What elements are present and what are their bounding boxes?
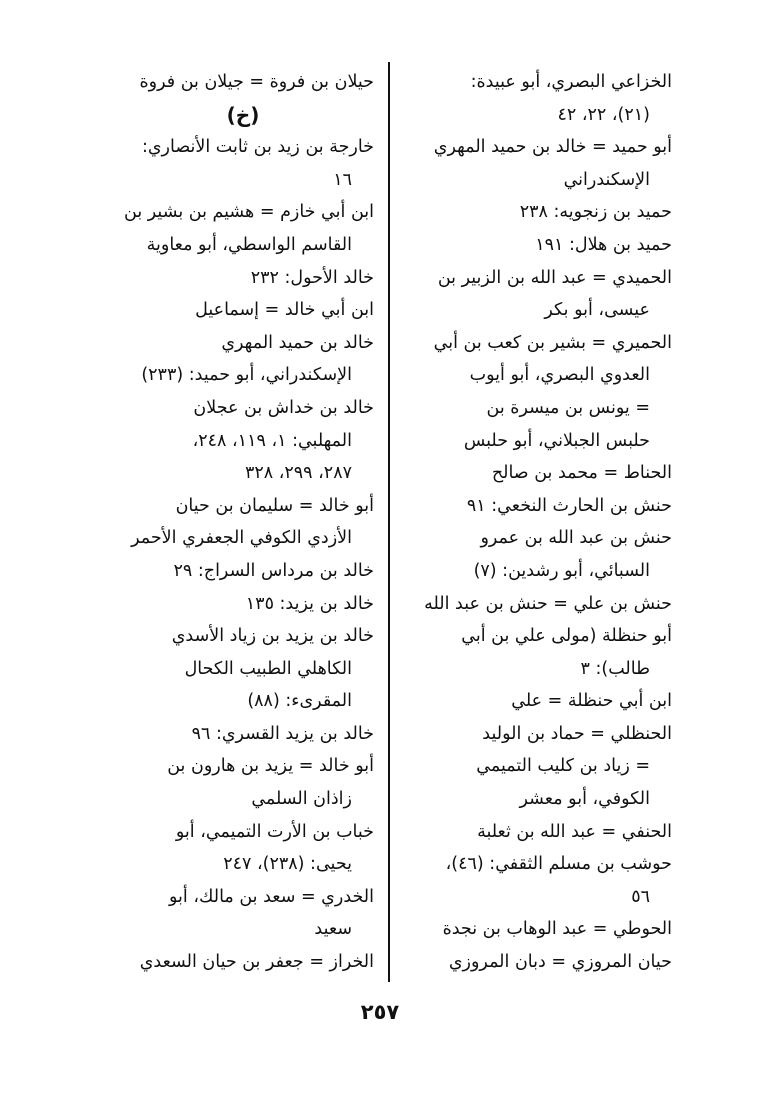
index-entry-line: خباب بن الأرت التميمي، أبو bbox=[175, 821, 374, 842]
index-entry-line: زاذان السلمي bbox=[251, 789, 352, 810]
index-entry-line: خالد بن مرداس السراج: ٢٩ bbox=[173, 560, 374, 581]
index-entry-line: الحميدي = عبد الله بن الزبير بن bbox=[437, 267, 672, 288]
index-entry-line: الإسكندراني bbox=[563, 169, 650, 190]
index-entry-line: حميد بن زنجويه: ٢٣٨ bbox=[519, 202, 672, 223]
index-entry-line: الإسكندراني، أبو حميد: (٢٣٣) bbox=[141, 365, 352, 386]
index-entry-line: حيلان بن فروة = جيلان بن فروة bbox=[139, 72, 374, 92]
index-entry-line: ابن أبي خالد = إسماعيل bbox=[195, 300, 374, 321]
index-entry-line: خالد بن خداش بن عجلان bbox=[193, 397, 374, 418]
index-entry-line: الحناط = محمد بن صالح bbox=[491, 463, 672, 484]
index-entry-line: الخزاعي البصري، أبو عبيدة: bbox=[470, 72, 672, 92]
index-entry-line: السبائي، أبو رشدين: (٧) bbox=[473, 560, 650, 581]
right-column bbox=[408, 66, 672, 979]
index-entry-line: الأزدي الكوفي الجعفري الأحمر bbox=[131, 528, 352, 549]
index-entry-line: الكوفي، أبو معشر bbox=[519, 789, 650, 810]
index-entry-line: حنش بن عبد الله بن عمرو bbox=[480, 528, 672, 549]
index-entry-line: = يونس بن ميسرة بن bbox=[486, 397, 650, 418]
index-entry-line: سعيد bbox=[314, 919, 352, 940]
index-entry-line: خارجة بن زيد بن ثابت الأنصاري: bbox=[141, 137, 374, 158]
index-entry-line: حلبس الجبلاني، أبو حلبس bbox=[463, 430, 650, 451]
index-entry-line: ابن أبي خازم = هشيم بن بشير بن bbox=[124, 202, 374, 223]
index-entry-line: يحيى: (٢٣٨)، ٢٤٧ bbox=[223, 854, 352, 875]
index-entry-line: المقرىء: (٨٨) bbox=[247, 691, 352, 712]
index-entry-line: العدوي البصري، أبو أيوب bbox=[469, 365, 650, 386]
left-column bbox=[112, 66, 374, 979]
index-entry-line: خالد بن حميد المهري bbox=[221, 332, 374, 353]
section-letter-heading: (خ) bbox=[226, 102, 260, 127]
index-entry-line: حوشب بن مسلم الثقفي: (٤٦)، bbox=[445, 854, 672, 875]
index-entry-line: أبو خالد = يزيد بن هارون بن bbox=[167, 756, 374, 777]
index-entry-line: خالد بن يزيد بن زياد الأسدي bbox=[171, 626, 374, 647]
index-entry-line: ١٦ bbox=[333, 169, 352, 190]
index-entry-line: خالد بن يزيد: ١٣٥ bbox=[245, 593, 374, 614]
index-entry-line: ٢٨٧، ٢٩٩، ٣٢٨ bbox=[244, 463, 352, 484]
index-entry-line: أبو حميد = خالد بن حميد المهري bbox=[433, 137, 672, 158]
index-entry-line: خالد بن يزيد القسري: ٩٦ bbox=[191, 723, 374, 744]
index-entry-line: الحنفي = عبد الله بن ثعلبة bbox=[477, 821, 672, 842]
column-divider bbox=[388, 62, 390, 982]
index-entry-line: الحوطي = عبد الوهاب بن نجدة bbox=[442, 919, 672, 940]
index-entry-line: حيان المروزي = دبان المروزي bbox=[448, 952, 672, 973]
index-entry-line: طالب): ٣ bbox=[580, 658, 650, 679]
index-entry-line: عيسى، أبو بكر bbox=[544, 300, 650, 321]
index-entry-line: حنش بن علي = حنش بن عبد الله bbox=[424, 593, 672, 614]
index-entry-line: الكاهلي الطبيب الكحال bbox=[184, 658, 352, 679]
index-entry-line: القاسم الواسطي، أبو معاوية bbox=[146, 234, 352, 255]
index-entry-line: الحنظلي = حماد بن الوليد bbox=[482, 723, 672, 744]
index-entry-line: أبو حنظلة (مولى علي بن أبي bbox=[461, 626, 672, 647]
index-entry-line: المهلبي: ١، ١١٩، ٢٤٨، bbox=[192, 430, 352, 451]
index-entry-line: حميد بن هلال: ١٩١ bbox=[535, 234, 672, 255]
index-entry-line: ٥٦ bbox=[631, 886, 650, 907]
index-entry-line: أبو خالد = سليمان بن حيان bbox=[175, 495, 374, 516]
page-number: ٢٥٧ bbox=[360, 1000, 400, 1024]
index-entry-line: = زياد بن كليب التميمي bbox=[476, 756, 650, 777]
index-entry-line: ابن أبي حنظلة = علي bbox=[511, 691, 672, 712]
index-entry-line: حنش بن الحارث النخعي: ٩١ bbox=[466, 495, 672, 516]
index-entry-line: الخدري = سعد بن مالك، أبو bbox=[169, 886, 374, 907]
index-entry-line: (٢١)، ٢٢، ٤٢ bbox=[557, 104, 650, 125]
index-entry-line: الحميري = بشير بن كعب بن أبي bbox=[433, 332, 672, 353]
index-entry-line: خالد الأحول: ٢٣٢ bbox=[250, 267, 374, 288]
index-entry-line: الخراز = جعفر بن حيان السعدي bbox=[139, 952, 374, 973]
